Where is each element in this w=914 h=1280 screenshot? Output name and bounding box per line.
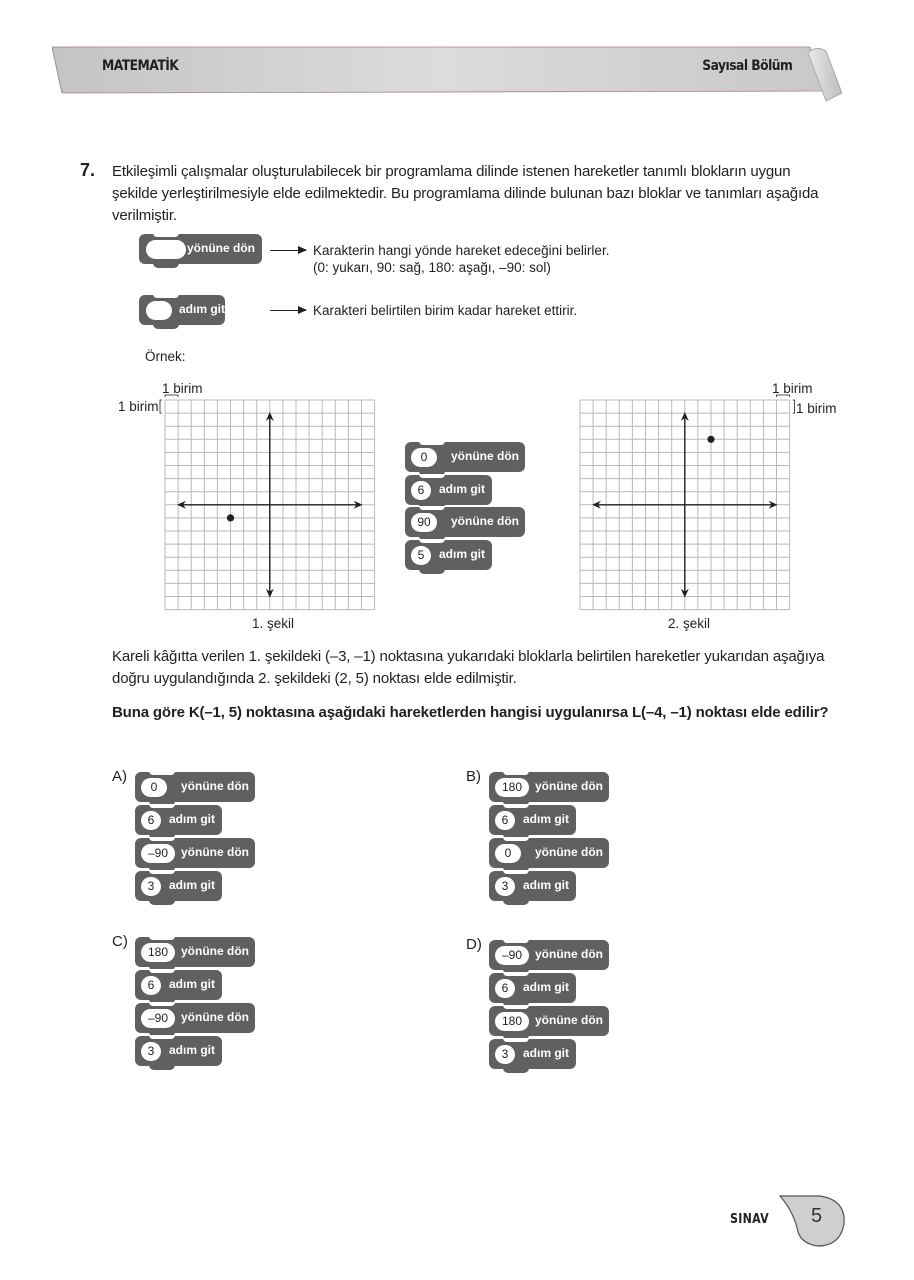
block-tab — [503, 900, 529, 905]
block-tab — [419, 569, 445, 574]
unit-bracket-horizontal — [165, 395, 178, 397]
block-value: 3 — [141, 877, 161, 896]
block-value: –90 — [141, 844, 175, 863]
block-notch — [503, 1038, 529, 1042]
block-notch — [149, 870, 175, 874]
block-notch — [153, 294, 179, 298]
block-label: adım git — [523, 980, 570, 994]
turn-direction-block — [135, 937, 255, 967]
brand-logo: SINAV — [730, 1212, 769, 1227]
turn-direction-block — [405, 442, 525, 472]
explanation-text: Kareli kâğıtta verilen 1. şekildeki (–3, –1) noktasına yukarıdaki bloklarla belirtilen hareketler yukarıdan aşağıya doğru uygulandığında 2. şekildeki (2, 5) noktası elde edilmiştir. — [112, 648, 825, 687]
block-label: adım git — [169, 977, 216, 991]
unit-label-vertical: 1 birim — [796, 401, 837, 416]
block-tab — [153, 324, 179, 329]
block-value: 6 — [495, 811, 515, 830]
block-notch — [149, 1035, 175, 1039]
block-value: 3 — [141, 1042, 161, 1061]
definition-text-step: Karakteri belirtilen birim kadar hareket ettirir. — [313, 303, 578, 318]
block-notch — [419, 506, 445, 510]
block-notch — [149, 969, 175, 973]
figure-2-caption: 2. şekil — [668, 616, 711, 631]
block-notch — [419, 474, 445, 478]
block-notch — [503, 870, 529, 874]
block-label: yönüne dön — [181, 779, 249, 793]
block-notch — [503, 972, 529, 976]
block-tab — [503, 1068, 529, 1073]
move-steps-block — [135, 970, 222, 1000]
block-value: 3 — [495, 1045, 515, 1064]
turn-direction-block — [489, 772, 609, 802]
definition-turn-line1: Karakterin hangi yönde hareket edeceğini belirler. — [313, 243, 610, 258]
block-notch — [503, 939, 529, 943]
move-steps-block — [405, 540, 492, 570]
block-label: yönüne dön — [535, 1013, 603, 1027]
block-notch — [149, 837, 175, 841]
figure-2-grid — [565, 390, 805, 620]
subject-title: MATEMATİK — [102, 58, 179, 74]
figure-1-grid — [150, 390, 390, 620]
definition-turn-line2: (0: yukarı, 90: sağ, 180: aşağı, –90: sol) — [313, 260, 551, 275]
block-label: adım git — [169, 812, 216, 826]
plotted-point — [707, 436, 714, 443]
block-notch — [419, 539, 445, 543]
block-value: 180 — [495, 778, 529, 797]
block-label: yönüne dön — [181, 845, 249, 859]
block-value: 180 — [141, 943, 175, 962]
block-label: yönüne dön — [535, 947, 603, 961]
block-label: yönüne dön — [535, 779, 603, 793]
block-tab — [153, 263, 179, 268]
section-title: Sayısal Bölüm — [701, 58, 792, 74]
unit-label-horizontal: 1 birim — [772, 381, 813, 396]
block-label: yönüne dön — [187, 241, 255, 255]
block-notch — [149, 1002, 175, 1006]
turn-direction-block — [135, 772, 255, 802]
turn-direction-block — [489, 838, 609, 868]
block-value: 6 — [411, 481, 431, 500]
block-label: adım git — [439, 481, 486, 496]
block-label: adım git — [523, 878, 570, 892]
figure-1-caption: 1. şekil — [252, 616, 295, 631]
block-notch — [503, 837, 529, 841]
option-letter-c[interactable]: C) — [112, 933, 128, 950]
example-label: Örnek: — [145, 349, 186, 364]
block-value: 5 — [411, 546, 431, 565]
definition-text-turn — [313, 242, 609, 276]
arrow-icon — [270, 250, 306, 251]
block-label: yönüne dön — [181, 944, 249, 958]
turn-direction-block — [405, 507, 525, 537]
block-label: adım git — [179, 302, 226, 316]
block-input-slot — [146, 301, 172, 320]
block-notch — [149, 771, 175, 775]
question-number: 7. — [80, 160, 96, 180]
move-steps-block — [135, 871, 222, 901]
unit-bracket-vertical — [793, 400, 795, 413]
question-intro: Etkileşimli çalışmalar oluşturulabilecek bir programlama dilinde istenen hareketler tanımlı blokların uygun şekilde yerleştirilmesiyle elde edilmektedir. Bu programlama dilinde bulunan bazı bloklar ve tanımları aşağıda verilmiştir. — [112, 163, 819, 224]
block-label: adım git — [523, 1046, 570, 1060]
block-value: 6 — [141, 811, 161, 830]
arrow-icon — [270, 310, 306, 311]
block-value: 0 — [141, 778, 167, 797]
option-letter-a[interactable]: A) — [112, 768, 127, 785]
move-steps-block — [489, 871, 576, 901]
unit-label-vertical: 1 birim — [118, 399, 159, 414]
option-letter-d[interactable]: D) — [466, 936, 482, 953]
move-steps-block — [135, 1036, 222, 1066]
block-notch — [149, 804, 175, 808]
block-label: adım git — [169, 878, 216, 892]
page-number: 5 — [811, 1205, 823, 1227]
move-steps-block — [489, 1039, 576, 1069]
page-header — [52, 45, 842, 101]
option-letter-b[interactable]: B) — [466, 768, 481, 785]
page-footer — [720, 1180, 860, 1250]
unit-bracket-horizontal — [777, 395, 790, 397]
move-steps-block — [489, 805, 576, 835]
block-notch — [149, 936, 175, 940]
definition-block-step — [139, 295, 225, 325]
block-value: –90 — [495, 946, 529, 965]
block-value: 0 — [411, 448, 437, 467]
block-value: 0 — [495, 844, 521, 863]
block-notch — [503, 1005, 529, 1009]
block-label: adım git — [439, 546, 486, 561]
turn-direction-block — [135, 838, 255, 868]
block-value: 3 — [495, 877, 515, 896]
block-label: adım git — [169, 1043, 216, 1057]
header-ribbon — [52, 45, 842, 105]
move-steps-block — [405, 475, 492, 505]
move-steps-block — [135, 805, 222, 835]
block-value: 90 — [411, 513, 437, 532]
move-steps-block — [489, 973, 576, 1003]
plotted-point — [227, 514, 234, 521]
unit-bracket-vertical — [160, 400, 162, 413]
block-notch — [419, 441, 445, 445]
block-notch — [153, 233, 179, 237]
block-input-slot — [146, 240, 186, 259]
turn-direction-block — [135, 1003, 255, 1033]
block-notch — [503, 804, 529, 808]
block-label: yönüne dön — [535, 845, 603, 859]
block-tab — [149, 1065, 175, 1070]
turn-direction-block — [489, 1006, 609, 1036]
block-label: yönüne dön — [181, 1010, 249, 1024]
block-value: 6 — [495, 979, 515, 998]
block-label: adım git — [523, 812, 570, 826]
block-value: –90 — [141, 1009, 175, 1028]
definition-block-turn — [139, 234, 262, 264]
block-label: yönüne dön — [451, 449, 519, 463]
block-label: yönüne dön — [451, 514, 519, 528]
turn-direction-block — [489, 940, 609, 970]
question-prompt: Buna göre K(–1, 5) noktasına aşağıdaki hareketlerden hangisi uygulanırsa L(–4, –1) noktası elde edilir? — [112, 704, 829, 721]
block-tab — [149, 900, 175, 905]
unit-label-horizontal: 1 birim — [162, 381, 203, 396]
block-value: 180 — [495, 1012, 529, 1031]
block-notch — [503, 771, 529, 775]
block-value: 6 — [141, 976, 161, 995]
